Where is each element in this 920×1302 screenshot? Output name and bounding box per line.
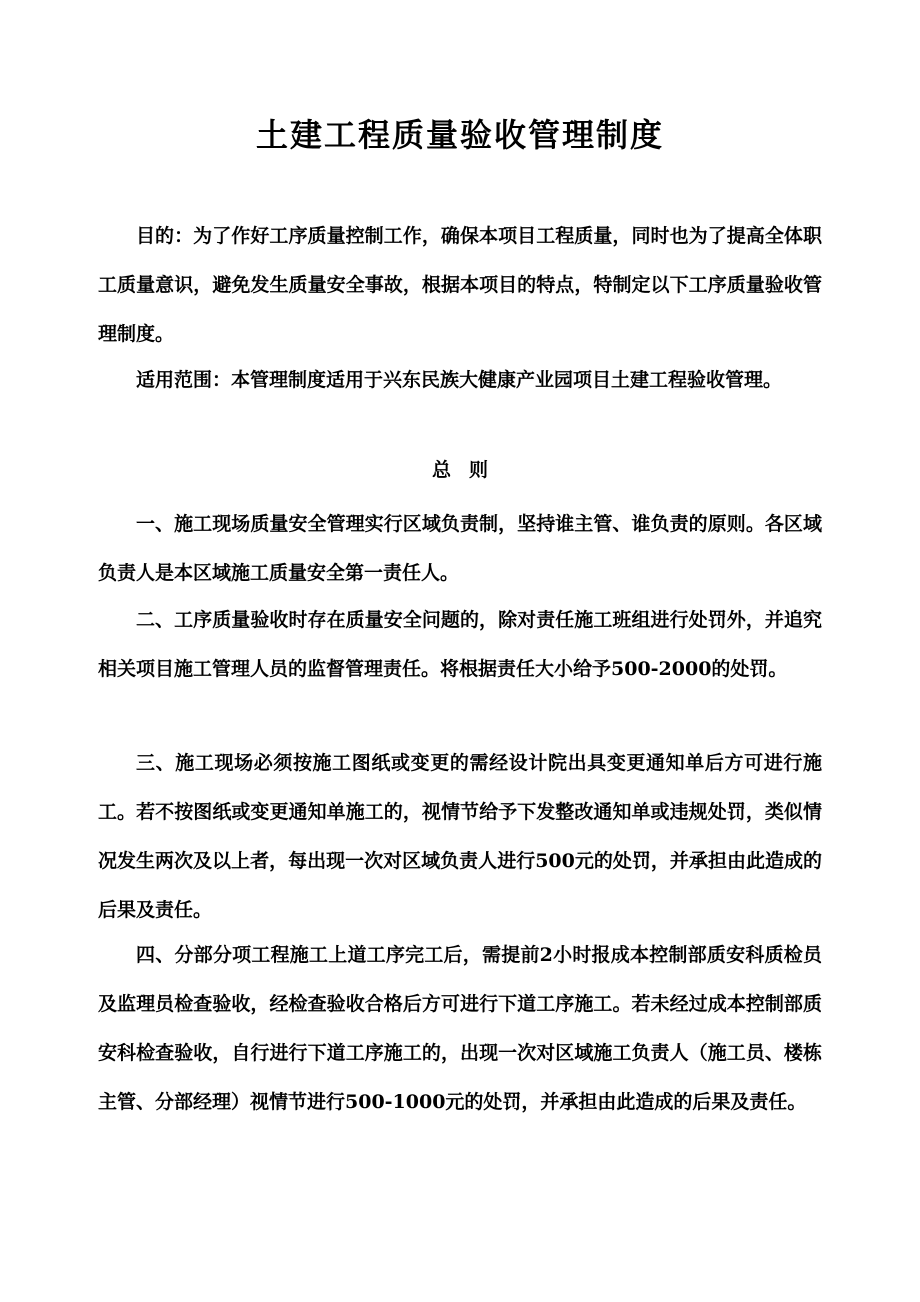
section-heading-general: 总则 (431, 459, 506, 481)
rule-item-4: 四、分部分项工程施工上道工序完工后，需提前2小时报成本控制部质安科质检员及监理员检查验收，经检查验收合格后方可进行下道工序施工。若未经过成本控制部质安科检查验收，自行进行下道工序施工的，出现一次对区域施工负责人（施工员、楼栋主管、分部经理）视情节进行500-1000元的处罚，并承担由此造成的后果及责任。 (98, 944, 822, 1113)
rule-item-2: 二、工序质量验收时存在质量安全问题的，除对责任施工班组进行处罚外，并追究相关项目施工管理人员的监督管理责任。将根据责任大小给予500-2000的处罚。 (98, 609, 822, 680)
scope-paragraph: 适用范围：本管理制度适用于兴东民族大健康产业园项目土建工程验收管理。 (136, 369, 783, 391)
purpose-paragraph: 目的：为了作好工序质量控制工作，确保本项目工程质量，同时也为了提高全体职工质量意识，避免发生质量安全事故，根据本项目的特点，特制定以下工序质量验收管理制度。 (98, 225, 822, 345)
rule-item-3: 三、施工现场必须按施工图纸或变更的需经设计院出具变更通知单后方可进行施工。若不按图纸或变更通知单施工的，视情节给予下发整改通知单或违规处罚，类似情况发生两次及以上者，每出现一次对区域负责人进行500元的处罚，并承担由此造成的后果及责任。 (98, 752, 822, 921)
rule-item-1: 一、施工现场质量安全管理实行区域负责制，坚持谁主管、谁负责的原则。各区域负责人是本区域施工质量安全第一责任人。 (98, 513, 822, 584)
document-title: 土建工程质量验收管理制度 (255, 116, 664, 154)
